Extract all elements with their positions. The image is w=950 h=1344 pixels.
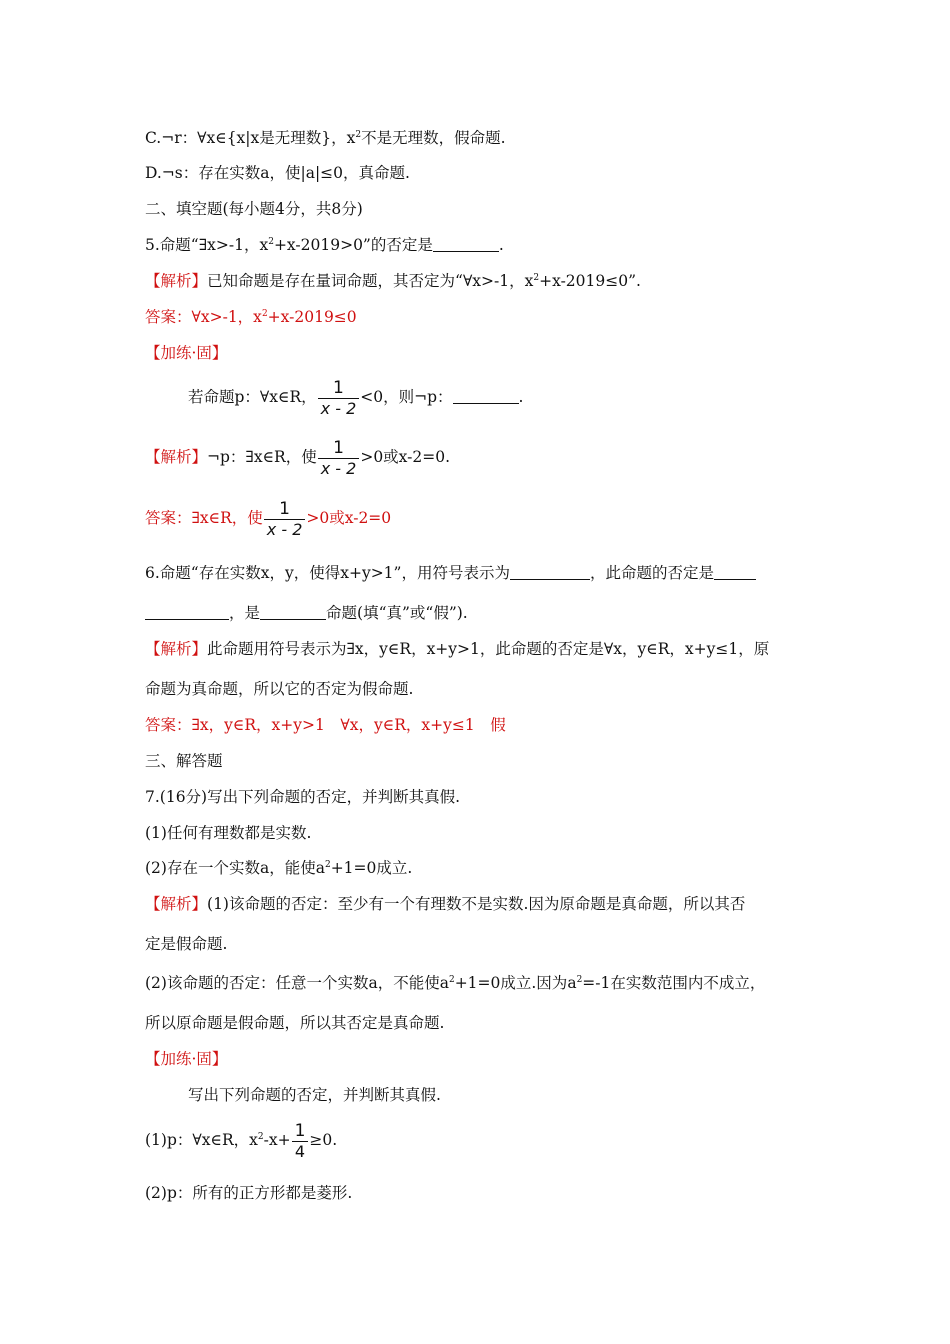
q6-analysis-cont: 命题为真命题，所以它的否定为假命题. (145, 680, 414, 698)
option-c-line: C.¬r：∀x∈{x|x是无理数}，$x^2$不是无理数，假命题. (145, 129, 506, 147)
analysis-tag: 【解析】 (145, 448, 208, 466)
analysis-tag: 【解析】 (145, 272, 208, 290)
answer-blank (260, 604, 326, 620)
q7-part-2: (2)存在一个实数a，能使$a^2+1=0$成立. (145, 859, 413, 877)
q6-answer: 答案：∃x，y∈R，x+y>1 ∀x，y∈R，x+y≤1 假 (145, 716, 506, 734)
question-6: 6.命题“存在实数x，y，使得x+y>1”，用符号表示为 ，此命题的否定是 (145, 563, 756, 583)
fraction: $\frac{1}{x - 2}$ (264, 500, 306, 539)
practice-analysis: 【解析】¬p：∃x∈R，使 $\frac{1}{x - 2}$ >0或x-2=0. (145, 437, 451, 478)
q7-analysis-part-2: (2)该命题的否定：任意一个实数a，不能使$a^2+1=0$成立.因为$a^2=-1$在实数范围内不成立， (145, 974, 766, 992)
analysis-tag: 【解析】 (145, 640, 208, 658)
q7-part-1: (1)任何有理数都是实数. (145, 824, 312, 842)
practice-tag: 【加练·固】 (145, 344, 228, 362)
q7-analysis-part-2-cont: 所以原命题是假命题，所以其否定是真命题. (145, 1014, 445, 1032)
practice-2-part-1: (1)p：∀x∈R，$x^2-x+$ $\frac{1}{4}$ ≥0. (145, 1120, 338, 1161)
question-7: 7.(16分)写出下列命题的否定，并判断其真假. (145, 788, 461, 806)
fraction: $\frac{1}{4}$ (292, 1122, 309, 1161)
section-heading-fill-in: 二、填空题(每小题4分，共8分) (145, 200, 363, 218)
analysis-tag: 【解析】 (145, 895, 208, 913)
q5-answer: 答案：∀x>-1，$x^2+x-2019\le 0$ (145, 308, 357, 326)
practice-2-question: 写出下列命题的否定，并判断其真假. (188, 1086, 441, 1104)
practice-answer: 答案：∃x∈R，使 $\frac{1}{x - 2}$ >0或x-2=0 (145, 498, 392, 539)
section-heading-solve: 三、解答题 (145, 752, 223, 770)
answer-blank (510, 564, 590, 580)
q6-analysis: 【解析】此命题用符号表示为∃x，y∈R，x+y>1，此命题的否定是∀x，y∈R，x+y≤1，原 (145, 640, 770, 658)
option-d-line: D.¬s：存在实数a，使|a|≤0，真命题. (145, 164, 410, 182)
practice-question: 若命题p：∀x∈R， $\frac{1}{x - 2}$ <0，则¬p： . (188, 377, 524, 418)
fraction: $\frac{1}{x - 2}$ (318, 439, 360, 478)
q7-analysis-cont: 定是假命题. (145, 935, 228, 953)
q7-analysis: 【解析】(1)该命题的否定：至少有一个有理数不是实数.因为原命题是真命题，所以其否 (145, 895, 746, 913)
answer-blank (145, 604, 229, 620)
practice-tag-2: 【加练·固】 (145, 1050, 228, 1068)
q5-analysis: 【解析】已知命题是存在量词命题，其否定为“∀x>-1，$x^2+x-2019\le 0$”. (145, 272, 641, 290)
question-6-cont: ，是 命题(填“真”或“假”). (145, 603, 468, 623)
answer-blank (433, 236, 499, 252)
fraction: $\frac{1}{x - 2}$ (318, 379, 360, 418)
practice-2-part-2: (2)p：所有的正方形都是菱形. (145, 1184, 353, 1202)
question-5: 5.命题“∃x>-1，$x^2+x-2019>0$”的否定是 . (145, 236, 504, 254)
answer-blank (453, 388, 519, 404)
answer-blank (714, 564, 756, 580)
